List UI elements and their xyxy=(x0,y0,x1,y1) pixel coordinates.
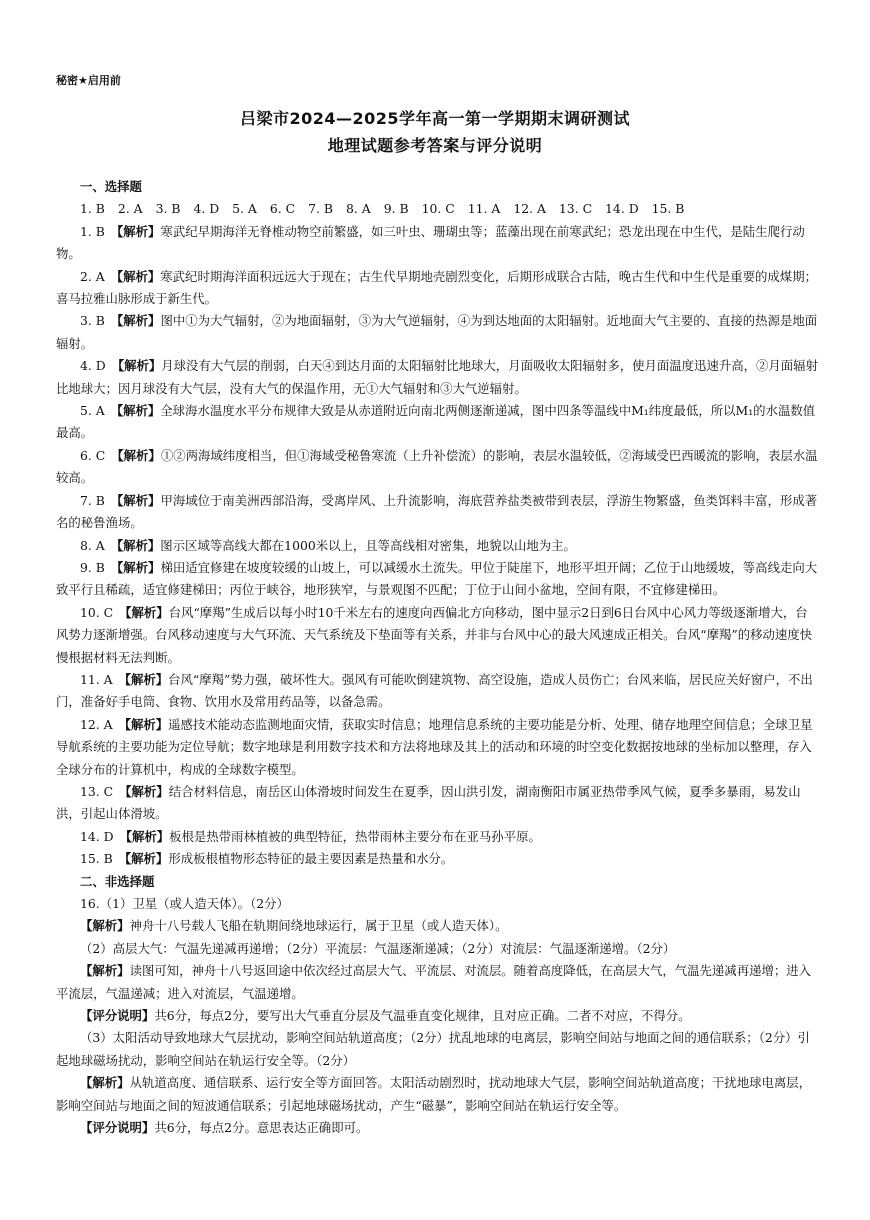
analysis-tag: 【解析】 xyxy=(118,671,169,687)
line-text: （3）太阳活动导致地球大气层扰动，影响空间站轨道高度；（2分）扰乱地球的电离层，影响空间站与地面之间的通信联系；（2分）引起地球磁场扰动，影响空间站在轨运行安全等。（2分） xyxy=(56,1030,810,1068)
analysis-text: 寒武纪时期海洋面积远远大于现在；古生代早期地壳剧烈变化，后期形成联合古陆，晚古生代和中生代是重要的成煤期；喜马拉雅山脉形成于新生代。 xyxy=(56,268,817,307)
explanation-item xyxy=(56,535,818,557)
analysis-text: 遥感技术能动态监测地面灾情，获取实时信息；地理信息系统的主要功能是分析、处理、储存地理空间信息；全球卫星导航系统的主要功能为定位导航；数字地球是利用数字技术和方法将地球及其上的活动和环境的时空变化数据按地球的坐标加以整理，存入全球分布的计算机中，构成的全球数字模型。 xyxy=(56,716,813,777)
exam-subtitle: 地理试题参考答案与评分说明 xyxy=(327,136,543,155)
explanation-item xyxy=(56,310,818,355)
question-answer: 13. C xyxy=(80,783,114,799)
explanation-item xyxy=(56,490,818,535)
choice-answer: 2. A xyxy=(117,201,143,217)
question-answer: 5. A xyxy=(80,403,105,419)
nonchoice-line xyxy=(56,893,818,915)
analysis-text: ①②两海域纬度相当，但①海域受秘鲁寒流（上升补偿流）的影响，表层水温较低，②海域受巴西暖流的影响，表层水温较高。 xyxy=(56,447,818,486)
line-text: 共6分，每点2分，要写出大气垂直分层及气温垂直变化规律，且对应正确。二者不对应，不得分。 xyxy=(154,1008,691,1024)
explanation-item xyxy=(56,221,818,266)
nonchoice-line xyxy=(56,915,818,937)
explanation-item xyxy=(56,355,818,400)
line-tag: 【评分说明】 xyxy=(80,1008,155,1024)
analysis-text: 形成板根植物形态特征的最主要因素是热量和水分。 xyxy=(168,851,454,867)
choice-answer: 12. A xyxy=(513,201,546,217)
explanation-item xyxy=(56,714,818,781)
explanation-item xyxy=(56,400,818,445)
explanation-item xyxy=(56,848,818,870)
question-answer: 6. C xyxy=(80,447,106,463)
analysis-text: 全球海水温度水平分布规律大致是从赤道附近向南北两侧逐渐递减，图中四条等温线中M₁纬度最低，所以M₁的水温数值最高。 xyxy=(56,403,816,441)
analysis-tag: 【解析】 xyxy=(110,403,161,419)
analysis-text: 甲海域位于南美洲西部沿海，受离岸风、上升流影响，海底营养盐类被带到表层，浮游生物繁盛，鱼类饵料丰富，形成著名的秘鲁渔场。 xyxy=(56,492,818,531)
analysis-tag: 【解析】 xyxy=(110,313,161,329)
analysis-text: 结合材料信息，南岳区山体滑坡时间发生在夏季，因山洪引发，湖南衡阳市属亚热带季风气候，夏季多暴雨，易发山洪，引起山体滑坡。 xyxy=(56,783,801,822)
nonchoice-line xyxy=(56,1027,818,1072)
confidential-label: 秘密★启用前 xyxy=(56,74,121,87)
line-text: 神舟十八号载人飞船在轨期间绕地球运行，属于卫星（或人造天体）。 xyxy=(129,918,508,934)
line-text: 从轨道高度、通信联系、运行安全等方面回答。太阳活动剧烈时，扰动地球大气层，影响空间站轨道高度；干扰地球电离层，影响空间站与地面之间的短波通信联系；引起地球磁场扰动，产生“磁暴”，影响空间站在轨运行安全等。 xyxy=(56,1075,812,1113)
question-answer: 11. A xyxy=(80,671,113,687)
analysis-text: 寒武纪早期海洋无脊椎动物空前繁盛，如三叶虫、珊瑚虫等；蓝藻出现在前寒武纪；恐龙出现在中生代，是陆生爬行动物。 xyxy=(56,223,805,262)
question-answer: 10. C xyxy=(80,604,114,620)
choice-answer: 6. C xyxy=(269,201,296,217)
line-tag: 【解析】 xyxy=(80,1075,130,1091)
section-heading-nonchoice: 二、非选择题 xyxy=(80,873,155,889)
choice-explanations xyxy=(56,221,818,871)
explanation-item xyxy=(56,445,818,490)
analysis-text: 台风“摩羯”生成后以每小时10千米左右的速度向西偏北方向移动，图中显示2日到6日台风中心风力等级逐渐增大，台风势力逐渐增强。台风移动速度与大气环流、天气系统及下垫面等有关系，并非与台风中心的最大风速成正相关。台风“摩羯”的移动速度快慢根据材料无法判断。 xyxy=(56,604,813,665)
analysis-tag: 【解析】 xyxy=(119,828,170,844)
line-text: 16.（1）卫星（或人造天体）。（2分） xyxy=(80,896,289,911)
choice-answer: 15. B xyxy=(651,201,685,217)
exam-title: 吕梁市2024—2025学年高一第一学期期末调研测试 xyxy=(239,109,631,128)
explanation-item xyxy=(56,826,818,848)
question-answer: 9. B xyxy=(80,559,105,575)
analysis-tag: 【解析】 xyxy=(110,537,161,553)
line-tag: 【解析】 xyxy=(80,918,130,934)
nonchoice-line xyxy=(56,1072,818,1117)
question-answer: 1. B xyxy=(80,223,105,239)
explanation-item xyxy=(56,602,818,669)
choice-answer-list xyxy=(56,198,818,220)
line-tag: 【解析】 xyxy=(80,963,130,979)
section-heading-choice: 一、选择题 xyxy=(80,179,142,194)
choice-answer: 14. D xyxy=(605,201,639,217)
line-text: （2）高层大气：气温先递减再递增；（2分）平流层：气温逐渐递减；（2分）对流层：气温逐渐递增。（2分） xyxy=(80,940,676,956)
analysis-text: 板根是热带雨林植被的典型特征，热带雨林主要分布在亚马孙平原。 xyxy=(169,828,541,844)
analysis-tag: 【解析】 xyxy=(110,223,161,239)
choice-answer: 4. D xyxy=(193,201,220,217)
analysis-text: 月球没有大气层的削弱，白天④到达月面的太阳辐射比地球大，月面吸收太阳辐射多，使月面温度迅速升高，②月面辐射比地球大；因月球没有大气层，没有大气的保温作用，无①大气辐射和③大气逆辐射。 xyxy=(56,358,818,396)
question-answer: 7. B xyxy=(80,492,105,508)
analysis-text: 台风“摩羯”势力强，破坏性大。强风有可能吹倒建筑物、高空设施，造成人员伤亡；台风来临，居民应关好窗户，不出门，准备好手电筒、食物、饮用水及常用药品等，以备急需。 xyxy=(56,671,813,710)
line-tag: 【评分说明】 xyxy=(80,1120,155,1136)
choice-answer: 13. C xyxy=(558,201,593,217)
explanation-item xyxy=(56,669,818,714)
question-answer: 8. A xyxy=(80,537,105,553)
analysis-tag: 【解析】 xyxy=(110,559,161,575)
line-text: 共6分，每点2分。意思表达正确即可。 xyxy=(154,1120,369,1136)
choice-answer: 8. A xyxy=(346,201,371,217)
question-answer: 4. D xyxy=(80,358,106,374)
analysis-tag: 【解析】 xyxy=(119,783,169,799)
question-answer: 2. A xyxy=(80,268,105,284)
choice-answer: 5. A xyxy=(232,201,257,217)
analysis-tag: 【解析】 xyxy=(118,851,169,867)
analysis-tag: 【解析】 xyxy=(110,492,161,508)
nonchoice-line xyxy=(56,1005,818,1027)
nonchoice-answers xyxy=(56,893,818,1139)
choice-answer: 3. B xyxy=(155,201,181,217)
explanation-item xyxy=(56,266,818,311)
analysis-text: 图中①为大气辐射，②为地面辐射，③为大气逆辐射，④为到达地面的太阳辐射。近地面大气主要的、直接的热源是地面辐射。 xyxy=(56,313,818,351)
analysis-tag: 【解析】 xyxy=(110,268,161,284)
analysis-tag: 【解析】 xyxy=(111,358,162,374)
nonchoice-line xyxy=(56,960,818,1005)
choice-answer: 10. C xyxy=(421,201,455,217)
question-answer: 15. B xyxy=(80,851,113,867)
choice-answer: 1. B xyxy=(80,201,105,217)
question-answer: 14. D xyxy=(80,828,114,844)
nonchoice-line xyxy=(56,1117,818,1139)
choice-answer: 11. A xyxy=(467,201,501,217)
question-answer: 12. A xyxy=(80,716,113,732)
explanation-item xyxy=(56,557,818,602)
line-text: 读图可知，神舟十八号返回途中依次经过高层大气、平流层、对流层。随着高度降低，在高层大气，气温先递减再递增；进入平流层，气温递减；进入对流层，气温递增。 xyxy=(56,963,812,1001)
analysis-tag: 【解析】 xyxy=(118,716,169,732)
answer-content xyxy=(56,176,818,1139)
analysis-text: 梯田适宜修建在坡度较缓的山坡上，可以减缓水土流失。甲位于陡崖下，地形平坦开阔；乙位于山地缓坡，等高线走向大致平行且稀疏，适宜修建梯田；丙位于峡谷，地形狭窄，与景观图不匹配；丁位于山间小盆地，空间有限，不宜修建梯田。 xyxy=(56,559,818,598)
analysis-text: 图示区域等高线大都在1000米以上，且等高线相对密集，地貌以山地为主。 xyxy=(160,537,576,553)
question-answer: 3. B xyxy=(80,313,105,329)
nonchoice-line xyxy=(56,938,818,960)
explanation-item xyxy=(56,781,818,826)
choice-answer: 7. B xyxy=(308,201,334,217)
analysis-tag: 【解析】 xyxy=(119,604,169,620)
analysis-tag: 【解析】 xyxy=(111,447,161,463)
choice-answer: 9. B xyxy=(383,201,409,217)
